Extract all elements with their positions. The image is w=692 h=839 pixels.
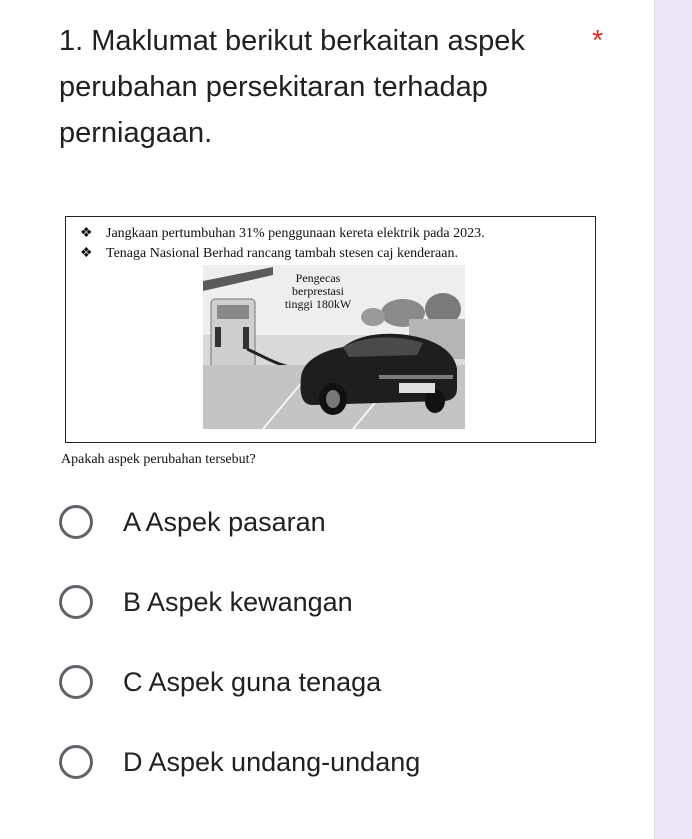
option-label: C Aspek guna tenaga bbox=[123, 667, 382, 697]
callout-line: Pengecas bbox=[295, 271, 341, 285]
question-title: 1. Maklumat berikut berkaitan aspek perubahan persekitaran terhadap perniagaan. bbox=[59, 25, 525, 149]
option-c[interactable] bbox=[59, 665, 479, 705]
option-a[interactable] bbox=[59, 505, 479, 545]
charger-callout bbox=[266, 272, 370, 311]
radio-button[interactable] bbox=[59, 505, 93, 539]
figure-bullet bbox=[80, 245, 458, 263]
callout-line: tinggi 180kW bbox=[284, 297, 352, 311]
option-label: A Aspek pasaran bbox=[123, 507, 326, 537]
question-figure bbox=[65, 216, 596, 443]
option-label: D Aspek undang-undang bbox=[123, 747, 421, 777]
bullet-text: Jangkaan pertumbuhan 31% penggunaan kereta elektrik pada 2023. bbox=[106, 226, 485, 241]
bullet-text: Tenaga Nasional Berhad rancang tambah stesen caj kenderaan. bbox=[106, 246, 458, 261]
option-d[interactable] bbox=[59, 745, 479, 785]
radio-button[interactable] bbox=[59, 585, 93, 619]
radio-button[interactable] bbox=[59, 745, 93, 779]
figure-bullet bbox=[80, 225, 485, 243]
radio-button[interactable] bbox=[59, 665, 93, 699]
diamond-bullet-icon: ❖ bbox=[80, 246, 93, 261]
callout-line: berprestasi bbox=[292, 284, 344, 298]
option-label: B Aspek kewangan bbox=[123, 587, 353, 617]
option-b[interactable] bbox=[59, 585, 479, 625]
required-asterisk: * bbox=[592, 25, 604, 57]
diamond-bullet-icon: ❖ bbox=[80, 226, 93, 241]
sub-question: Apakah aspek perubahan tersebut? bbox=[61, 452, 256, 467]
